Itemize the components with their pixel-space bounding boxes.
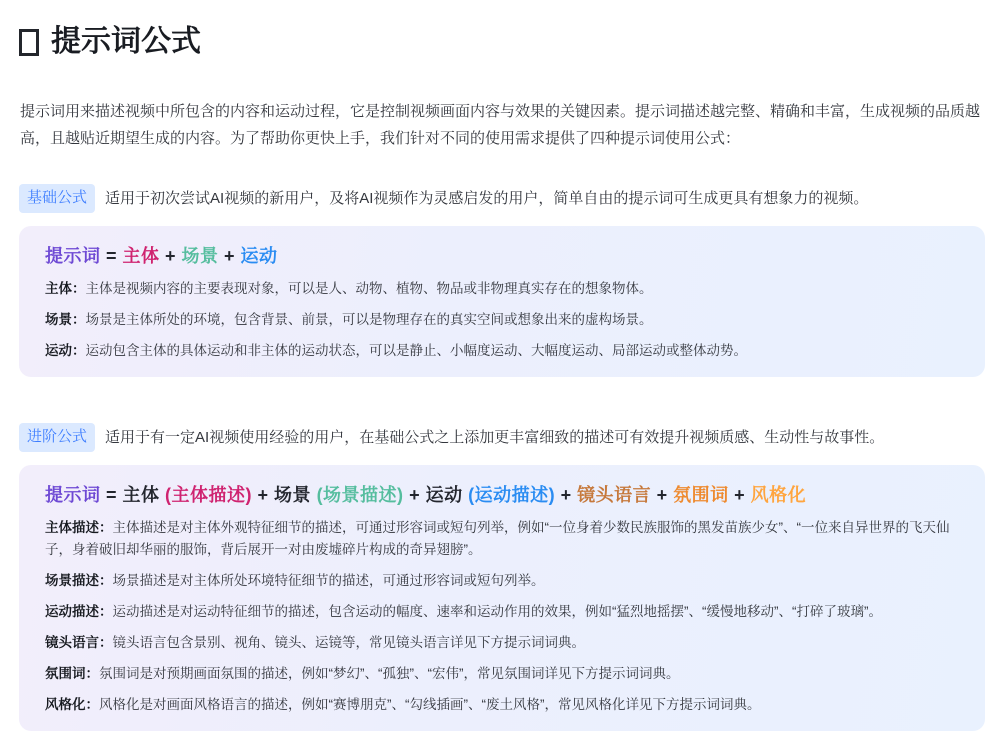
formula-part: +	[555, 485, 578, 505]
formula-part: (运动描述)	[468, 485, 556, 505]
formula-part: =	[100, 485, 123, 505]
definition-row	[45, 601, 959, 623]
definition-term: 场景描述：	[45, 573, 113, 588]
formula-sections-container	[19, 184, 985, 731]
section-badge: 进阶公式	[19, 423, 95, 452]
formula-part: 提示词	[45, 246, 101, 266]
definition-row	[45, 517, 959, 561]
section-badge: 基础公式	[19, 184, 95, 213]
definition-term: 主体描述：	[45, 520, 113, 535]
formula-part: =	[100, 246, 123, 266]
formula-part: 运动	[425, 485, 469, 505]
section-description: 适用于有一定AI视频使用经验的用户，在基础公式之上添加更丰富细致的描述可有效提升视频质感、生动性与故事性。	[105, 428, 885, 446]
definition-row	[45, 570, 959, 592]
definition-row	[45, 663, 959, 685]
definitions-list	[45, 278, 959, 362]
definition-term: 主体：	[45, 281, 86, 296]
definition-term: 镜头语言：	[45, 635, 113, 650]
definition-text: 场景是主体所处的环境，包含背景、前景，可以是物理存在的真实空间或想象出来的虚构场景。	[85, 312, 653, 327]
formula-line	[45, 243, 959, 269]
definition-text: 主体是视频内容的主要表现对象，可以是人、动物、植物、物品或非物理真实存在的想象物体。	[85, 281, 653, 296]
definition-term: 运动描述：	[45, 604, 113, 619]
formula-part: +	[218, 246, 241, 266]
section-description: 适用于初次尝试AI视频的新用户，及将AI视频作为灵感启发的用户，简单自由的提示词可生成更具有想象力的视频。	[105, 189, 869, 207]
formula-box	[19, 226, 985, 377]
formula-part: +	[252, 485, 275, 505]
formula-part: 场景	[274, 485, 317, 505]
definition-row	[45, 694, 959, 716]
formula-part: 风格化	[750, 485, 807, 505]
formula-section	[19, 423, 985, 731]
definition-text: 主体描述是对主体外观特征细节的描述，可通过形容词或短句列举，例如“一位身着少数民族服饰的黑发苗族少女”、“一位来自异世界的飞天仙子，身着破旧却华丽的服饰，背后展开一对由废墟碎片构成的奇异翅膀”。	[45, 520, 950, 557]
formula-part: +	[403, 485, 426, 505]
badge-row	[19, 423, 985, 452]
page-title	[19, 20, 985, 64]
definition-term: 场景：	[45, 312, 86, 327]
formula-part: +	[651, 485, 674, 505]
formula-line	[45, 482, 959, 508]
definition-row	[45, 340, 959, 362]
definition-text: 风格化是对画面风格语言的描述，例如“赛博朋克”、“勾线插画”、“废土风格”，常见风格化详见下方提示词词典。	[99, 697, 761, 712]
badge-row	[19, 184, 985, 213]
definition-term: 风格化：	[45, 697, 99, 712]
definitions-list	[45, 517, 959, 716]
formula-part: 场景	[181, 246, 219, 266]
formula-part: 提示词	[45, 485, 101, 505]
formula-part: 运动	[240, 246, 278, 266]
formula-part: 主体	[122, 246, 160, 266]
definition-text: 运动描述是对运动特征细节的描述，包含运动的幅度、速率和运动作用的效果，例如“猛烈地摇摆”、“缓慢地移动”、“打碎了玻璃”。	[112, 604, 882, 619]
definition-row	[45, 278, 959, 300]
page-title-text: 提示词公式	[51, 25, 201, 58]
definition-term: 氛围词：	[45, 666, 99, 681]
definition-row	[45, 632, 959, 654]
formula-part: (主体描述)	[165, 485, 253, 505]
definition-text: 运动包含主体的具体运动和非主体的运动状态，可以是静止、小幅度运动、大幅度运动、局部运动或整体动势。	[85, 343, 747, 358]
definition-text: 场景描述是对主体所处环境特征细节的描述，可通过形容词或短句列举。	[112, 573, 545, 588]
definition-term: 运动：	[45, 343, 86, 358]
formula-part: +	[728, 485, 751, 505]
formula-section	[19, 184, 985, 377]
definition-row	[45, 309, 959, 331]
missing-glyph-icon	[19, 29, 39, 56]
definition-text: 氛围词是对预期画面氛围的描述，例如“梦幻”、“孤独”、“宏伟”，常见氛围词详见下方提示词词典。	[99, 666, 680, 681]
formula-part: (场景描述)	[316, 485, 404, 505]
intro-paragraph: 提示词用来描述视频中所包含的内容和运动过程，它是控制视频画面内容与效果的关键因素。提示词描述越完整、精确和丰富，生成视频的品质越高，且越贴近期望生成的内容。为了帮助你更快上手，我们针对不同的使用需求提供了四种提示词使用公式：	[20, 103, 981, 147]
formula-part: 镜头语言	[577, 485, 652, 505]
formula-part: 主体	[122, 485, 166, 505]
formula-part: 氛围词	[673, 485, 729, 505]
formula-box	[19, 465, 985, 731]
definition-text: 镜头语言包含景别、视角、镜头、运镜等，常见镜头语言详见下方提示词词典。	[112, 635, 585, 650]
formula-part: +	[159, 246, 182, 266]
